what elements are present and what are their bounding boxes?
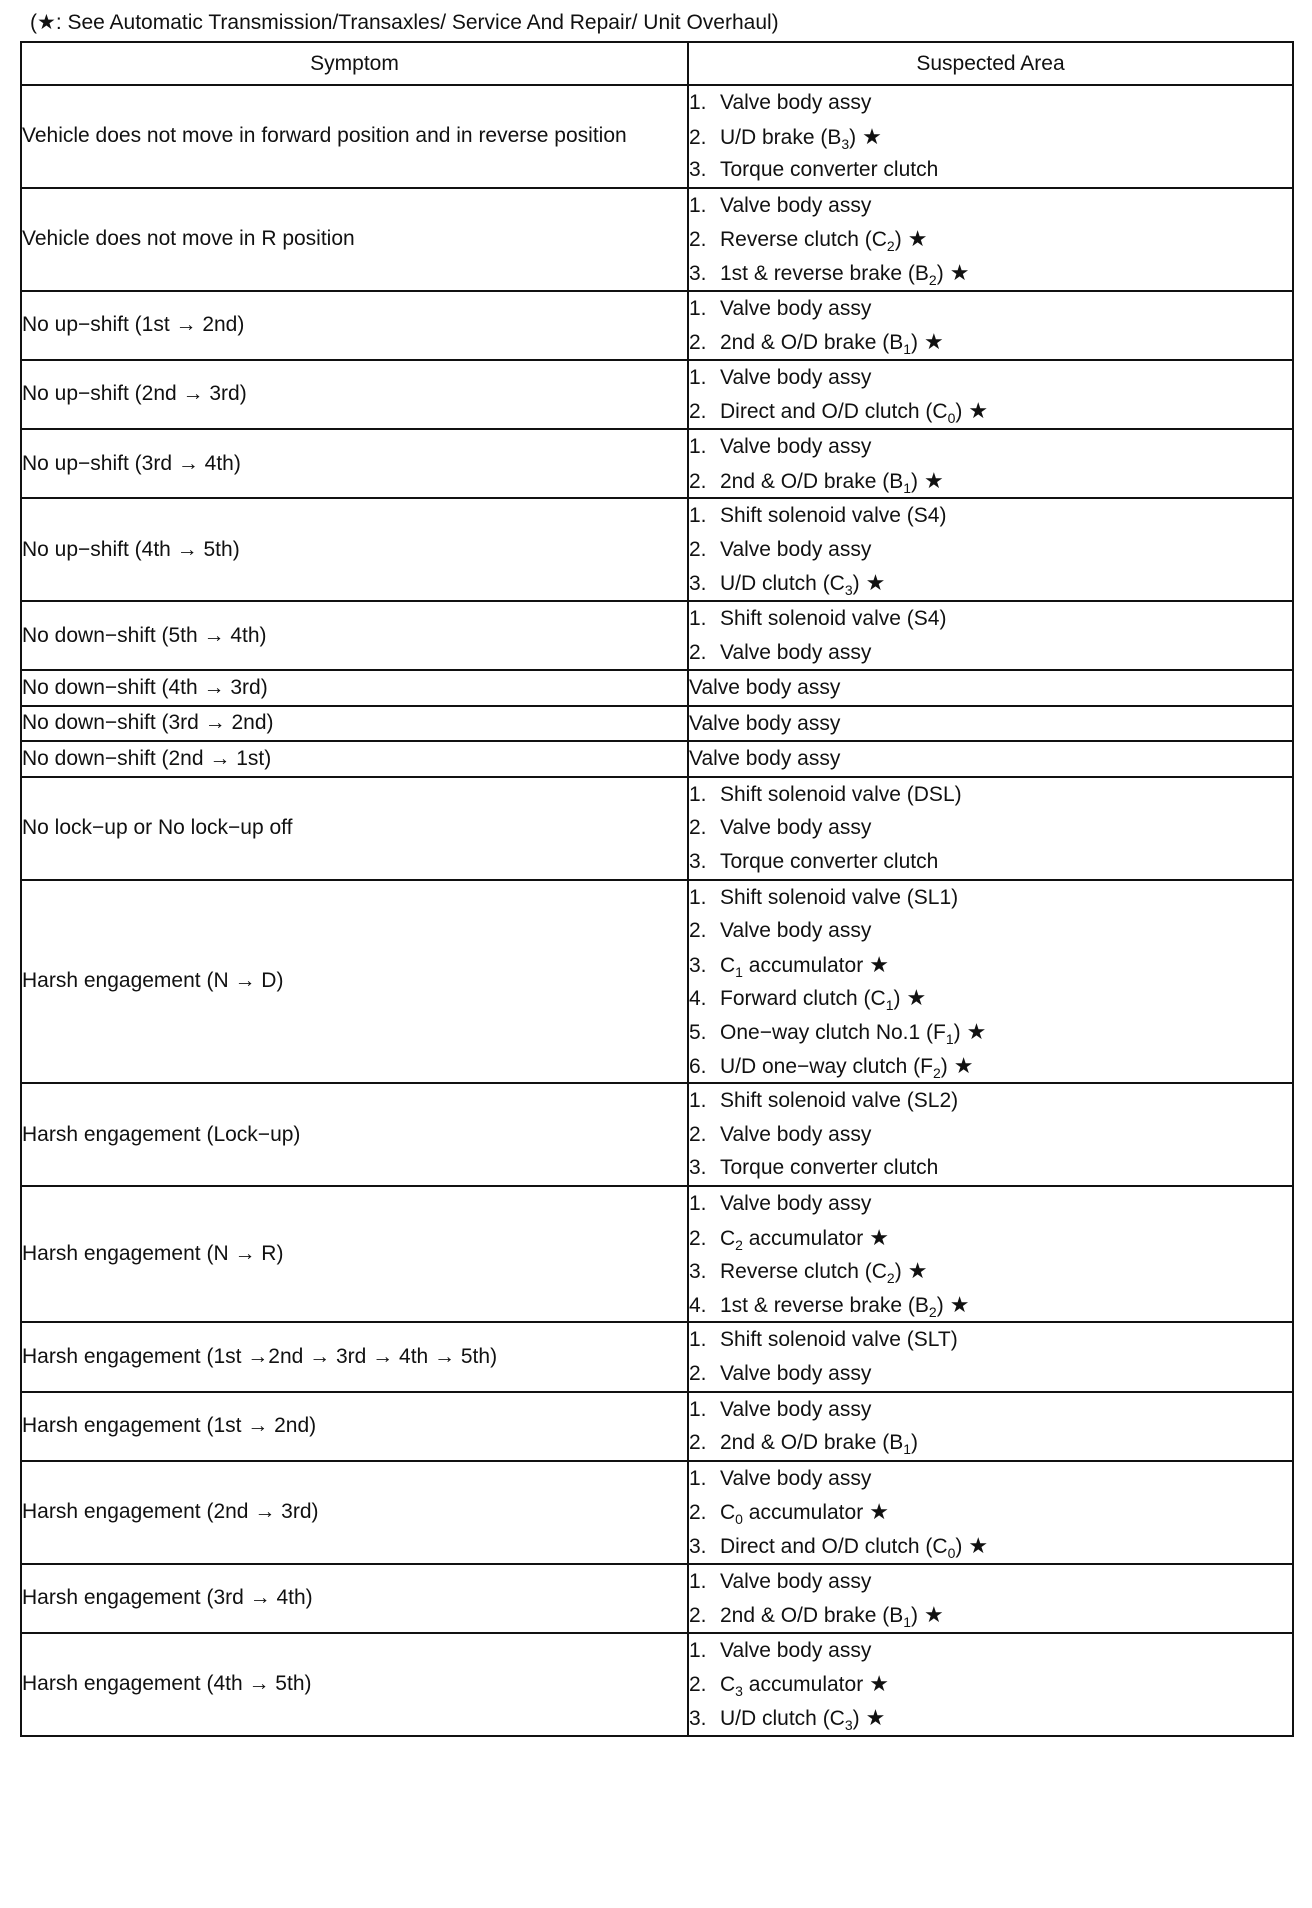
symptom-cell: Vehicle does not move in forward position and in reverse position	[21, 85, 688, 188]
suspected-area-item	[689, 1393, 1292, 1427]
item-text: )	[852, 572, 860, 596]
item-text: )	[852, 1706, 860, 1730]
table-row	[21, 1461, 1293, 1564]
item-number: 2.	[689, 469, 707, 493]
troubleshooting-table	[20, 41, 1294, 1737]
item-number: 4.	[689, 1293, 707, 1317]
item-number: 5.	[689, 1021, 707, 1045]
subscript-index: 2	[886, 1270, 895, 1287]
table-row	[21, 429, 1293, 498]
table-row	[21, 1083, 1293, 1186]
item-text: Direct and O/D clutch (C	[720, 1534, 948, 1558]
item-text: Valve body assy	[720, 1638, 872, 1662]
star-icon: ★	[924, 1602, 944, 1628]
suspected-area-item	[689, 325, 1292, 359]
symptom-cell: No up−shift (2nd → 3rd)	[21, 360, 688, 429]
symptom-cell: No up−shift (4th → 5th)	[21, 498, 688, 601]
item-number: 1.	[689, 1569, 707, 1593]
item-text: Valve body assy	[720, 640, 872, 664]
item-number: 3.	[689, 850, 707, 874]
symptom-cell: Harsh engagement (3rd → 4th)	[21, 1564, 688, 1633]
symptom-cell: No up−shift (1st → 2nd)	[21, 291, 688, 360]
suspected-area-cell	[688, 291, 1293, 360]
symptom-column-header: Symptom	[21, 42, 688, 85]
suspected-area-item	[689, 361, 1292, 395]
item-number: 2.	[689, 228, 707, 252]
subscript-index: 1	[903, 479, 912, 496]
item-number: 1.	[689, 1192, 707, 1215]
star-icon: ★	[869, 1499, 889, 1525]
suspected-area-item	[689, 1151, 1292, 1185]
item-text: 2nd & O/D brake (B	[720, 469, 904, 493]
item-number: 2.	[689, 125, 707, 149]
item-text: Torque converter clutch	[720, 850, 939, 874]
suspected-area-item	[689, 602, 1292, 636]
symptom-cell: No down−shift (4th → 3rd)	[21, 670, 688, 706]
item-number: 1.	[689, 1089, 707, 1113]
item-text: )	[911, 1604, 919, 1628]
suspected-area-cell	[688, 670, 1293, 706]
table-row	[21, 360, 1293, 429]
subscript-index: 2	[735, 1236, 743, 1253]
item-text: Shift solenoid valve (SL1)	[720, 885, 959, 909]
suspected-area-item	[689, 222, 1292, 256]
star-icon: ★	[907, 1258, 928, 1284]
suspected-area-item	[689, 1462, 1292, 1496]
subscript-index: 3	[844, 1717, 853, 1734]
subscript-index: 1	[945, 1031, 954, 1048]
item-text: )	[953, 1021, 961, 1045]
table-row	[21, 85, 1293, 188]
suspected-area-item	[689, 1357, 1292, 1391]
table-row	[21, 1564, 1293, 1633]
symptom-cell: Harsh engagement (Lock−up)	[21, 1083, 688, 1186]
suspected-area-item	[689, 1187, 1292, 1221]
star-icon: ★	[869, 1671, 889, 1697]
item-text: )	[849, 125, 857, 149]
item-text: C	[720, 1501, 736, 1525]
item-text: Valve body assy	[720, 537, 872, 561]
table-row	[21, 188, 1293, 291]
star-icon: ★	[869, 951, 889, 977]
suspected-area-cell	[688, 601, 1293, 670]
table-row	[21, 1322, 1293, 1391]
suspected-area-item	[689, 881, 1292, 915]
item-number: 3.	[689, 1260, 707, 1284]
suspected-area-cell	[688, 1186, 1293, 1322]
item-text: )	[936, 261, 944, 285]
star-icon: ★	[869, 1224, 889, 1250]
suspected-area-item	[689, 1288, 1292, 1322]
item-number: 1.	[689, 193, 707, 217]
suspected-area-item	[689, 394, 1292, 428]
item-number: 2.	[689, 1604, 707, 1628]
item-text: Valve body assy	[720, 1122, 872, 1146]
item-text: )	[955, 400, 963, 424]
item-text: C	[720, 1226, 736, 1250]
symptom-cell: No down−shift (2nd → 1st)	[21, 741, 688, 777]
item-text: Valve body assy	[720, 1192, 872, 1215]
star-icon: ★	[949, 259, 970, 285]
suspected-area-item	[689, 1323, 1292, 1357]
subscript-index: 2	[928, 272, 937, 289]
item-text: 2nd & O/D brake (B	[720, 1604, 904, 1628]
item-number: 2.	[689, 1122, 707, 1146]
item-number: 1.	[689, 365, 707, 389]
suspected-area-item	[689, 981, 1292, 1015]
item-number: 2.	[689, 1501, 707, 1525]
item-text: Reverse clutch (C	[720, 1260, 887, 1284]
suspected-area-item	[689, 1426, 1292, 1460]
item-text: Shift solenoid valve (S4)	[720, 504, 947, 528]
suspected-area-cell	[688, 1322, 1293, 1391]
symptom-cell: No down−shift (5th → 4th)	[21, 601, 688, 670]
item-text: U/D one−way clutch (F	[720, 1054, 933, 1078]
item-number: 2.	[689, 1361, 707, 1385]
item-number: 2.	[689, 816, 707, 840]
item-number: 3.	[689, 158, 707, 182]
star-icon: ★	[862, 123, 882, 149]
subscript-index: 2	[928, 1303, 937, 1320]
symptom-cell: Vehicle does not move in R position	[21, 188, 688, 291]
item-text: Forward clutch (C	[720, 987, 886, 1011]
item-text: )	[911, 331, 919, 355]
suspected-area-item	[689, 292, 1292, 326]
suspected-area-item	[689, 256, 1292, 290]
star-icon: ★	[924, 329, 944, 355]
item-text: accumulator	[742, 1226, 864, 1250]
item-number: 1.	[689, 296, 707, 320]
item-number: 6.	[689, 1054, 707, 1078]
item-text: Valve body assy	[720, 1569, 872, 1593]
item-text: One−way clutch No.1 (F	[720, 1021, 946, 1045]
table-row	[21, 1392, 1293, 1461]
suspected-area-cell	[688, 85, 1293, 188]
subscript-index: 3	[735, 1683, 743, 1700]
suspected-area-item	[689, 1598, 1292, 1632]
suspected-area-item	[689, 153, 1292, 187]
item-text: Shift solenoid valve (DSL)	[720, 782, 962, 806]
symptom-cell: Harsh engagement (2nd → 3rd)	[21, 1461, 688, 1564]
item-number: 3.	[689, 261, 707, 285]
suspected-area-item	[689, 845, 1292, 879]
item-text: U/D brake (B	[720, 125, 842, 149]
item-text: Valve body assy	[720, 193, 872, 217]
suspected-area-cell	[688, 706, 1293, 742]
item-text: U/D clutch (C	[720, 1706, 845, 1730]
suspected-area-cell	[688, 880, 1293, 1084]
suspected-area-cell	[688, 360, 1293, 429]
item-text: C	[720, 1673, 736, 1697]
item-text: Shift solenoid valve (S4)	[720, 606, 947, 630]
star-icon: ★	[865, 570, 886, 596]
suspected-area-cell	[688, 429, 1293, 498]
item-text: )	[911, 469, 919, 493]
suspected-area-item	[689, 1565, 1292, 1599]
item-text: Valve body assy	[720, 1466, 872, 1490]
suspected-area-cell	[688, 741, 1293, 777]
star-icon: ★	[907, 226, 928, 252]
table-row	[21, 706, 1293, 742]
symptom-cell: Harsh engagement (1st → 2nd)	[21, 1392, 688, 1461]
table-body	[21, 85, 1293, 1736]
suspected-area-cell	[688, 188, 1293, 291]
star-icon: ★	[949, 1291, 970, 1317]
suspected-area-cell	[688, 1564, 1293, 1633]
suspected-area-item	[689, 1118, 1292, 1152]
star-icon: ★	[924, 467, 944, 493]
suspected-area-cell	[688, 777, 1293, 880]
suspected-area-item	[689, 1015, 1292, 1049]
symptom-cell: Harsh engagement (1st →2nd → 3rd → 4th → 5th)	[21, 1322, 688, 1391]
suspected-area-item	[689, 707, 1292, 741]
item-number: 3.	[689, 572, 707, 596]
suspected-area-item	[689, 1254, 1292, 1288]
item-text: accumulator	[742, 1673, 864, 1697]
item-text: C	[720, 953, 736, 977]
item-text: Valve body assy	[689, 711, 841, 735]
suspected-area-item	[689, 189, 1292, 223]
item-text: )	[940, 1054, 948, 1078]
symptom-cell: No lock−up or No lock−up off	[21, 777, 688, 880]
item-number: 1.	[689, 434, 707, 458]
table-row	[21, 670, 1293, 706]
table-row	[21, 880, 1293, 1084]
suspected-area-item	[689, 499, 1292, 533]
subscript-index: 1	[903, 1441, 912, 1458]
item-number: 1.	[689, 1638, 707, 1662]
suspected-area-item	[689, 86, 1292, 120]
reference-note: (★: See Automatic Transmission/Transaxles/ Service And Repair/ Unit Overhaul)	[30, 11, 779, 34]
subscript-index: 3	[841, 135, 850, 152]
item-number: 4.	[689, 987, 707, 1011]
item-text: Valve body assy	[720, 816, 872, 840]
star-icon: ★	[953, 1052, 974, 1078]
suspected-area-item	[689, 914, 1292, 948]
suspected-area-item	[689, 464, 1292, 498]
item-text: )	[955, 1534, 963, 1558]
item-text: Valve body assy	[689, 676, 841, 700]
item-number: 2.	[689, 1431, 707, 1455]
subscript-index: 1	[885, 997, 894, 1014]
item-number: 3.	[689, 1156, 707, 1180]
item-text: Direct and O/D clutch (C	[720, 400, 948, 424]
suspected-area-item	[689, 1495, 1292, 1529]
item-number: 1.	[689, 91, 707, 114]
subscript-index: 1	[735, 964, 743, 981]
suspected-area-item	[689, 430, 1292, 464]
suspected-area-item	[689, 742, 1292, 776]
item-text: Valve body assy	[720, 365, 872, 389]
item-number: 1.	[689, 504, 707, 528]
table-header-row	[21, 42, 1293, 85]
suspected-area-item	[689, 778, 1292, 812]
suspected-area-item	[689, 636, 1292, 670]
item-number: 1.	[689, 782, 707, 806]
item-number: 1.	[689, 606, 707, 630]
item-text: Valve body assy	[720, 434, 872, 458]
item-text: Valve body assy	[689, 747, 841, 771]
table-row	[21, 601, 1293, 670]
item-number: 2.	[689, 537, 707, 561]
item-number: 1.	[689, 1397, 707, 1421]
item-text: Shift solenoid valve (SLT)	[720, 1328, 958, 1352]
item-number: 1.	[689, 1466, 707, 1490]
suspected-area-item	[689, 1049, 1292, 1083]
symptom-cell: No up−shift (3rd → 4th)	[21, 429, 688, 498]
item-text: 2nd & O/D brake (B	[720, 331, 904, 355]
item-number: 1.	[689, 885, 707, 909]
symptom-cell: Harsh engagement (N → D)	[21, 880, 688, 1084]
item-text: Valve body assy	[720, 919, 872, 943]
item-text: accumulator	[742, 1501, 864, 1525]
item-number: 2.	[689, 331, 707, 355]
item-text: Shift solenoid valve (SL2)	[720, 1089, 959, 1113]
item-text: Torque converter clutch	[720, 158, 939, 182]
item-number: 3.	[689, 1706, 707, 1730]
item-number: 3.	[689, 1534, 707, 1558]
suspected-area-column-header: Suspected Area	[688, 42, 1293, 85]
suspected-area-item	[689, 1667, 1292, 1701]
item-text: U/D clutch (C	[720, 572, 845, 596]
symptom-cell: Harsh engagement (4th → 5th)	[21, 1633, 688, 1736]
item-number: 2.	[689, 640, 707, 664]
item-text: )	[894, 1260, 902, 1284]
item-text: Valve body assy	[720, 91, 872, 114]
item-text: )	[936, 1293, 944, 1317]
table-row	[21, 777, 1293, 880]
table-row	[21, 1186, 1293, 1322]
subscript-index: 1	[903, 341, 912, 358]
subscript-index: 2	[886, 238, 895, 255]
suspected-area-cell	[688, 1083, 1293, 1186]
item-text: accumulator	[742, 953, 864, 977]
star-icon: ★	[968, 398, 989, 424]
item-text: 1st & reverse brake (B	[720, 1293, 929, 1317]
suspected-area-item	[689, 1221, 1292, 1255]
item-number: 2.	[689, 1226, 707, 1250]
suspected-area-item	[689, 948, 1292, 982]
item-number: 2.	[689, 1673, 707, 1697]
item-text: Valve body assy	[720, 1361, 872, 1385]
star-icon: ★	[865, 1704, 886, 1730]
subscript-index: 1	[903, 1614, 912, 1631]
star-icon: ★	[966, 1019, 987, 1045]
item-text: )	[893, 987, 901, 1011]
star-icon: ★	[906, 985, 927, 1011]
item-text: )	[894, 228, 902, 252]
subscript-index: 2	[933, 1064, 941, 1081]
item-text: )	[911, 1431, 919, 1455]
item-text: Valve body assy	[720, 1397, 872, 1421]
item-text: Reverse clutch (C	[720, 228, 887, 252]
table-row	[21, 1633, 1293, 1736]
suspected-area-item	[689, 1634, 1292, 1668]
suspected-area-item	[689, 120, 1292, 154]
item-text: 1st & reverse brake (B	[720, 261, 929, 285]
item-text: Torque converter clutch	[720, 1156, 939, 1180]
subscript-index: 0	[947, 1545, 956, 1562]
suspected-area-item	[689, 533, 1292, 567]
suspected-area-item	[689, 671, 1292, 705]
suspected-area-cell	[688, 1633, 1293, 1736]
item-number: 2.	[689, 919, 707, 943]
star-icon: ★	[968, 1532, 989, 1558]
table-row	[21, 498, 1293, 601]
item-number: 1.	[689, 1328, 707, 1352]
subscript-index: 0	[947, 410, 956, 427]
item-number: 3.	[689, 953, 707, 977]
suspected-area-item	[689, 1701, 1292, 1735]
suspected-area-cell	[688, 1461, 1293, 1564]
symptom-cell: Harsh engagement (N → R)	[21, 1186, 688, 1322]
suspected-area-cell	[688, 498, 1293, 601]
subscript-index: 0	[735, 1511, 743, 1528]
item-number: 2.	[689, 400, 707, 424]
table-row	[21, 291, 1293, 360]
subscript-index: 3	[844, 582, 853, 599]
table-row	[21, 741, 1293, 777]
symptom-cell: No down−shift (3rd → 2nd)	[21, 706, 688, 742]
suspected-area-cell	[688, 1392, 1293, 1461]
item-text: 2nd & O/D brake (B	[720, 1431, 904, 1455]
suspected-area-item	[689, 1529, 1292, 1563]
suspected-area-item	[689, 811, 1292, 845]
suspected-area-item	[689, 566, 1292, 600]
item-text: Valve body assy	[720, 296, 872, 320]
suspected-area-item	[689, 1084, 1292, 1118]
